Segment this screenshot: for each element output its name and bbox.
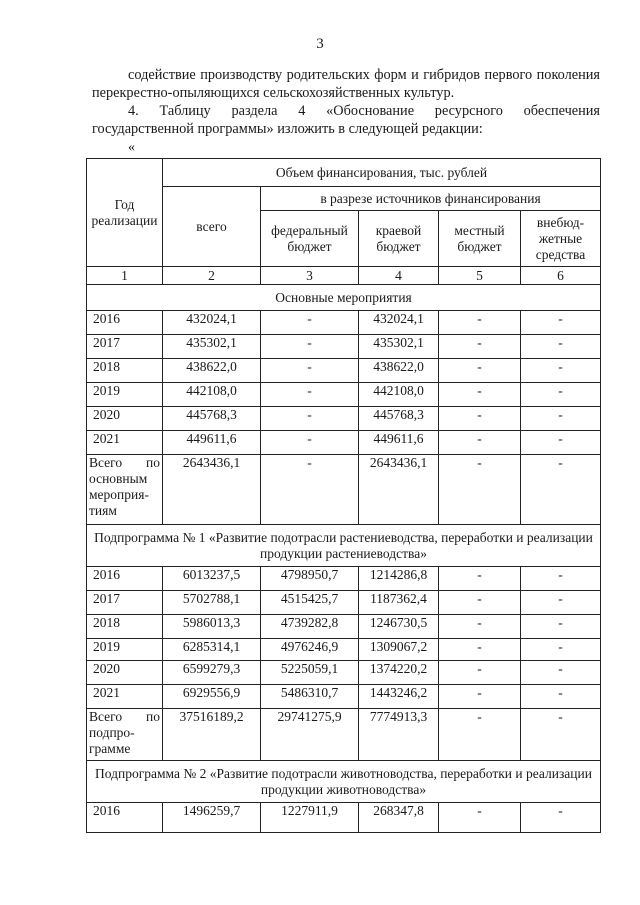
cell-year: 2020 [87, 407, 163, 431]
cell-local: - [439, 359, 521, 383]
cell-total: 6013237,5 [163, 567, 261, 591]
funding-table [86, 158, 601, 833]
cell-extra: - [521, 455, 601, 525]
cell-extra: - [521, 685, 601, 709]
table-row [87, 615, 601, 639]
column-number: 6 [521, 267, 601, 285]
cell-federal: - [261, 335, 359, 359]
cell-regional: 438622,0 [359, 359, 439, 383]
cell-total: 6285314,1 [163, 639, 261, 661]
cell-regional: 1309067,2 [359, 639, 439, 661]
cell-local: - [439, 455, 521, 525]
table-row [87, 359, 601, 383]
cell-regional: 435302,1 [359, 335, 439, 359]
cell-regional: 432024,1 [359, 311, 439, 335]
cell-extra: - [521, 661, 601, 685]
cell-local: - [439, 639, 521, 661]
cell-total: 5986013,3 [163, 615, 261, 639]
cell-federal: 4515425,7 [261, 591, 359, 615]
table-row [87, 803, 601, 833]
cell-federal: - [261, 431, 359, 455]
cell-extra: - [521, 803, 601, 833]
cell-regional: 2643436,1 [359, 455, 439, 525]
cell-extra: - [521, 383, 601, 407]
table-row [87, 685, 601, 709]
cell-regional: 1246730,5 [359, 615, 439, 639]
cell-regional: 442108,0 [359, 383, 439, 407]
cell-total: 445768,3 [163, 407, 261, 431]
cell-year: 2016 [87, 311, 163, 335]
cell-federal: 4976246,9 [261, 639, 359, 661]
cell-extra: - [521, 591, 601, 615]
cell-year: 2018 [87, 359, 163, 383]
cell-year: 2021 [87, 431, 163, 455]
cell-regional: 1214286,8 [359, 567, 439, 591]
cell-federal: - [261, 359, 359, 383]
item-4-paragraph: 4. Таблицу раздела 4 «Обоснование ресурсного обеспечения государственной программы» изложить в следующей редакции: [92, 103, 600, 137]
cell-local: - [439, 311, 521, 335]
column-number: 5 [439, 267, 521, 285]
cell-local: - [439, 661, 521, 685]
cell-regional: 268347,8 [359, 803, 439, 833]
cell-year: 2021 [87, 685, 163, 709]
header-regional: краевой бюджет [359, 211, 439, 267]
cell-local: - [439, 591, 521, 615]
column-numbers-row [87, 267, 601, 285]
cell-local: - [439, 709, 521, 761]
cell-total: 432024,1 [163, 311, 261, 335]
cell-extra: - [521, 639, 601, 661]
header-federal: федеральный бюджет [261, 211, 359, 267]
column-number: 1 [87, 267, 163, 285]
cell-local: - [439, 567, 521, 591]
cell-year: 2019 [87, 383, 163, 407]
cell-federal: - [261, 311, 359, 335]
cell-regional: 445768,3 [359, 407, 439, 431]
header-year: Год реализации [87, 159, 163, 267]
cell-year: 2020 [87, 661, 163, 685]
cell-federal: 4798950,7 [261, 567, 359, 591]
cell-local: - [439, 431, 521, 455]
table-row [87, 431, 601, 455]
cell-federal: 5486310,7 [261, 685, 359, 709]
cell-federal: - [261, 407, 359, 431]
header-extra: внебюд-жетные средства [521, 211, 601, 267]
total-row [87, 455, 601, 525]
cell-total-label: Всего по основным мероприя-тиям [87, 455, 163, 525]
cell-year: 2019 [87, 639, 163, 661]
cell-total: 438622,0 [163, 359, 261, 383]
cell-year: 2017 [87, 591, 163, 615]
opening-quote: « [128, 140, 135, 155]
cell-federal: 5225059,1 [261, 661, 359, 685]
table-row [87, 383, 601, 407]
table-row [87, 661, 601, 685]
cell-local: - [439, 383, 521, 407]
cell-total: 37516189,2 [163, 709, 261, 761]
cell-extra: - [521, 407, 601, 431]
cell-local: - [439, 407, 521, 431]
header-total: всего [163, 187, 261, 267]
section-title: Основные мероприятия [87, 285, 601, 311]
total-row [87, 709, 601, 761]
cell-total: 1496259,7 [163, 803, 261, 833]
page-number: 3 [316, 36, 324, 52]
cell-regional: 1443246,2 [359, 685, 439, 709]
table-row [87, 567, 601, 591]
cell-extra: - [521, 615, 601, 639]
cell-federal: - [261, 383, 359, 407]
cell-total: 6929556,9 [163, 685, 261, 709]
cell-local: - [439, 685, 521, 709]
cell-extra: - [521, 431, 601, 455]
cell-year: 2016 [87, 567, 163, 591]
cell-regional: 7774913,3 [359, 709, 439, 761]
cell-total: 6599279,3 [163, 661, 261, 685]
section-title: Подпрограмма № 1 «Развитие подотрасли растениеводства, переработки и реализации продукции растениеводства» [87, 525, 601, 567]
intro-paragraph: содействие производству родительских форм и гибридов первого поколения перекрестно-опыляющихся сельскохозяйственных культур. [92, 67, 600, 101]
cell-year: 2017 [87, 335, 163, 359]
cell-local: - [439, 615, 521, 639]
cell-local: - [439, 335, 521, 359]
header-funding: Объем финансирования, тыс. рублей [163, 159, 601, 187]
cell-extra: - [521, 359, 601, 383]
cell-regional: 1374220,2 [359, 661, 439, 685]
cell-federal: 4739282,8 [261, 615, 359, 639]
table-row [87, 591, 601, 615]
section-title: Подпрограмма № 2 «Развитие подотрасли животноводства, переработки и реализации продукции животноводства» [87, 761, 601, 803]
cell-regional: 449611,6 [359, 431, 439, 455]
column-number: 4 [359, 267, 439, 285]
cell-total: 435302,1 [163, 335, 261, 359]
header-sources: в разрезе источников финансирования [261, 187, 601, 211]
cell-year: 2018 [87, 615, 163, 639]
cell-regional: 1187362,4 [359, 591, 439, 615]
column-number: 3 [261, 267, 359, 285]
column-number: 2 [163, 267, 261, 285]
table-row [87, 639, 601, 661]
cell-extra: - [521, 709, 601, 761]
cell-extra: - [521, 335, 601, 359]
cell-total: 449611,6 [163, 431, 261, 455]
table-row [87, 311, 601, 335]
header-local: местный бюджет [439, 211, 521, 267]
cell-extra: - [521, 567, 601, 591]
cell-total: 5702788,1 [163, 591, 261, 615]
cell-year: 2016 [87, 803, 163, 833]
cell-local: - [439, 803, 521, 833]
cell-federal: 29741275,9 [261, 709, 359, 761]
cell-federal: - [261, 455, 359, 525]
cell-total: 2643436,1 [163, 455, 261, 525]
cell-total-label: Всего по подпро-грамме [87, 709, 163, 761]
table-row [87, 335, 601, 359]
cell-extra: - [521, 311, 601, 335]
cell-federal: 1227911,9 [261, 803, 359, 833]
table-row [87, 407, 601, 431]
cell-total: 442108,0 [163, 383, 261, 407]
